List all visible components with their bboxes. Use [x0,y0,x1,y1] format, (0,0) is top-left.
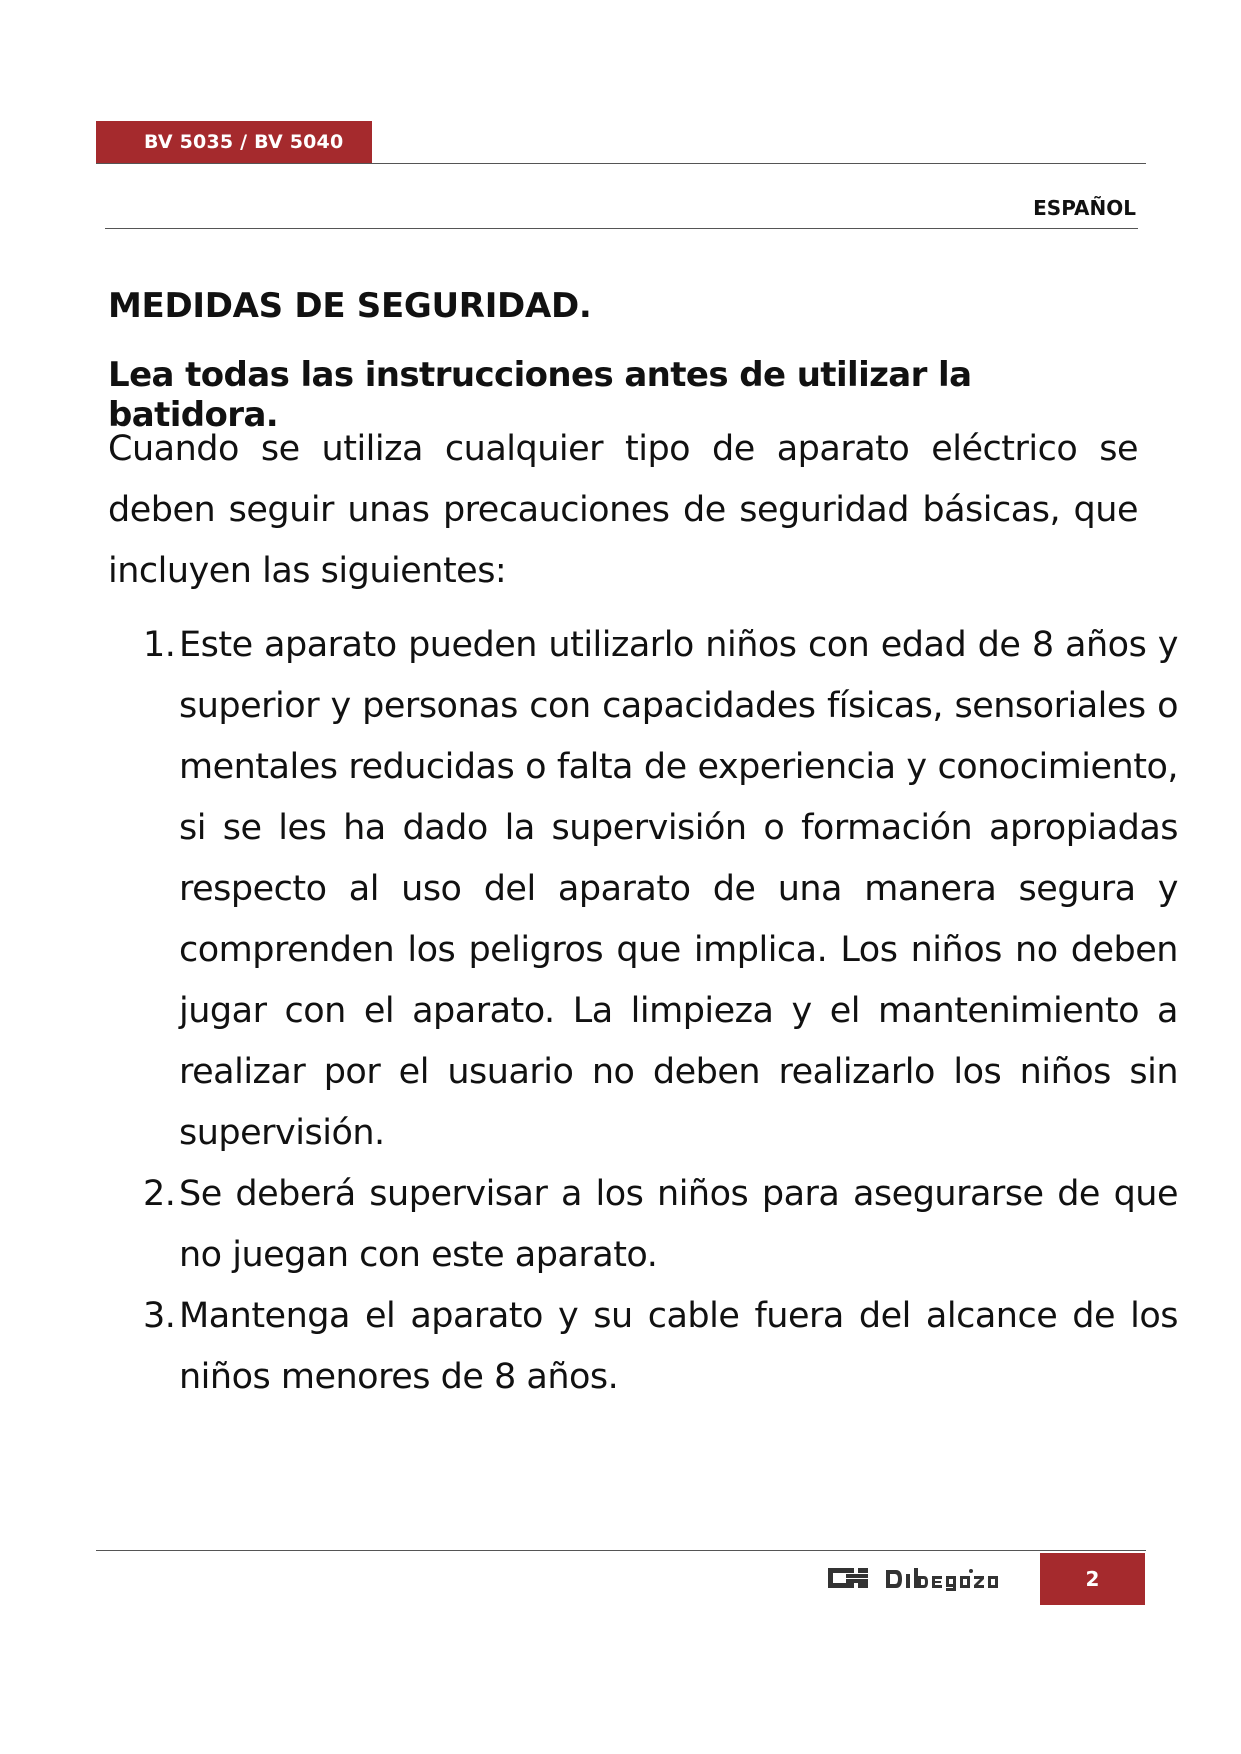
page-number: 2 [1085,1567,1100,1591]
page-number-badge [1040,1553,1145,1605]
top-divider [96,163,1146,164]
brand-wordmark-icon [886,1568,998,1591]
list-item-text: Se deberá supervisar a los niños para asegurarse de que no juegan con este aparato. [179,1174,1178,1275]
safety-list [143,615,1178,1408]
list-item-number: 2. [143,1174,176,1214]
language-divider [105,228,1138,229]
list-item [143,1286,1178,1408]
model-tab [96,121,372,164]
brand-logo [828,1560,1028,1596]
list-item-text: Este aparato pueden utilizarlo niños con edad de 8 años y superior y personas con capacidades físicas, sensoriales o mentales reducidas o falta de experiencia y conocimiento, si se les ha dado la supervisión o formación apropiadas respecto al uso del aparato de una manera segura y comprenden los peligros que implica. Los niños no deben jugar con el aparato. La limpieza y el mantenimiento a realizar por el usuario no deben realizarlo los niños sin supervisión. [179,625,1178,1153]
model-label: BV 5035 / BV 5040 [144,131,344,153]
list-item [143,615,1178,1164]
intro-paragraph: Cuando se utiliza cualquier tipo de aparato eléctrico se deben seguir unas precauciones de seguridad básicas, que incluyen las siguientes: [108,429,1138,591]
language-label: ESPAÑOL [1033,196,1136,220]
list-item [143,1164,1178,1286]
list-item-number: 1. [143,625,176,665]
page-subtitle: Lea todas las instrucciones antes de utilizar la batidora. [108,355,972,435]
list-item-text: Mantenga el aparato y su cable fuera del alcance de los niños menores de 8 años. [179,1296,1178,1397]
footer-divider [96,1550,1146,1551]
brand-mark-icon [828,1568,868,1588]
page-title: MEDIDAS DE SEGURIDAD. [108,286,592,326]
list-item-number: 3. [143,1296,176,1336]
